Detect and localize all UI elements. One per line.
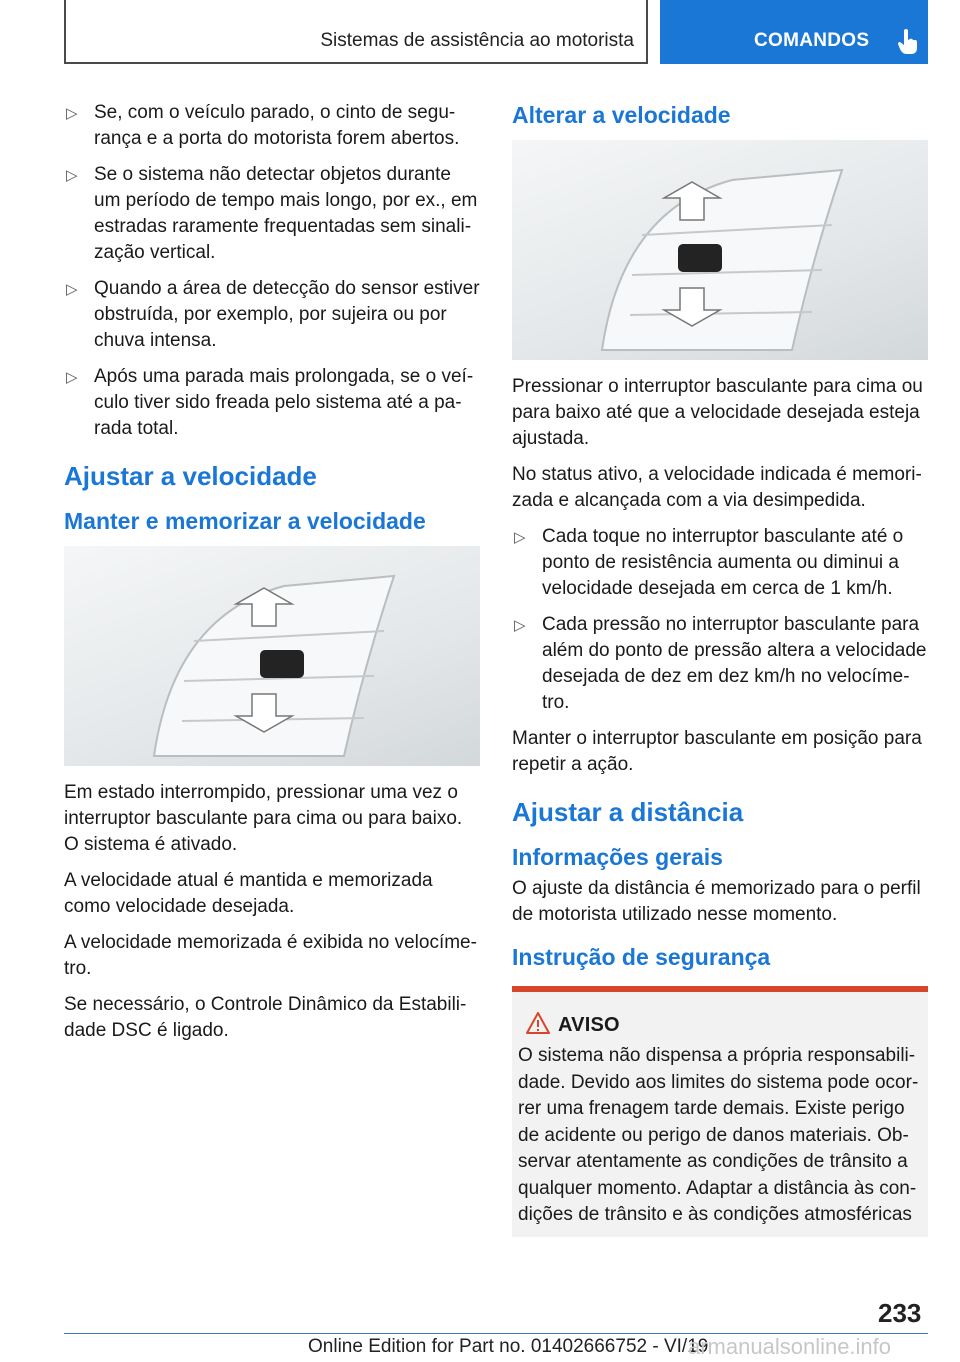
heading-ajustar-velocidade: Ajustar a velocidade <box>64 461 317 491</box>
paragraph: Pressionar o interruptor basculante para cima ou para baixo até que a velocidade desejada esteja ajustada. <box>512 376 923 449</box>
paragraph: A velocidade memorizada é exibida no velocímetro. <box>64 932 477 979</box>
warning-body: O sistema não dispensa a própria responsabilidade. Devido aos limites do sistema pode ocorrer uma frenagem tarde demais. Existe perigo de acidente ou perigo de danos materiais. Observar atentamente as condições de trânsito a qualquer momento. Adaptar a distância às condições de trânsito e às condições atmosféricas <box>518 1045 919 1225</box>
paragraph: O ajuste da distância é memorizado para o perfil de motorista utilizado nesse momento. <box>512 878 921 925</box>
triangle-bullet-icon: ▷ <box>514 529 526 546</box>
paragraph: A velocidade atual é mantida e memorizada como velocidade desejada. <box>64 870 433 917</box>
triangle-bullet-icon: ▷ <box>514 617 526 634</box>
watermark-brand: armanualsonline.info <box>688 1334 892 1359</box>
list-item: ▷ Cada pressão no interruptor basculante para além do ponto de pressão altera a velocidade desejada de dez em dez km/h no velocímetro. <box>514 614 927 713</box>
paragraph: No status ativo, a velocidade indicada é memorizada e alcançada com a via desimpedida. <box>512 464 922 511</box>
page-number: 233 <box>878 1298 922 1328</box>
heading-informacoes-gerais: Informações gerais <box>512 844 723 870</box>
heading-ajustar-distancia: Ajustar a distância <box>512 797 744 827</box>
list-item: ▷ Se o sistema não detectar objetos durante um período de tempo mais longo, por ex., em estradas raramente frequentadas sem sinalização vertical. <box>66 164 478 263</box>
paragraph: Manter o interruptor basculante em posição para repetir a ação. <box>512 728 922 775</box>
edition-line: Online Edition for Part no. 01402666752 - VI/19 <box>308 1336 709 1357</box>
chapter-tab-label: COMANDOS <box>754 30 870 51</box>
paragraph: Se necessário, o Controle Dinâmico da Estabilidade DSC é ligado. <box>64 994 467 1041</box>
list-item: ▷ Cada toque no interruptor basculante até o ponto de resistência aumenta ou diminui a velocidade desejada em cerca de 1 km/h. <box>514 526 904 599</box>
heading-manter-memorizar: Manter e memorizar a velocidade <box>64 508 426 534</box>
list-item: ▷ Se, com o veículo parado, o cinto de segurança e a porta do motorista forem abertos. <box>66 102 460 149</box>
list-item: ▷ Após uma parada mais prolongada, se o veículo tiver sido freada pelo sistema até a parada total. <box>66 366 474 439</box>
section-title: Sistemas de assistência ao motorista <box>320 30 634 51</box>
steering-wheel-rocker-switch-image <box>64 546 480 766</box>
heading-instrucao-seguranca: Instrução de segurança <box>512 944 771 970</box>
heading-alterar-velocidade: Alterar a velocidade <box>512 102 731 128</box>
paragraph: Em estado interrompido, pressionar uma vez o interruptor basculante para cima ou para baixo. O sistema é ativado. <box>64 782 463 855</box>
triangle-bullet-icon: ▷ <box>66 167 78 184</box>
warning-triangle-icon <box>526 1012 550 1034</box>
warning-title: AVISO <box>558 1014 922 1037</box>
list-item: ▷ Quando a área de detecção do sensor estiver obstruída, por exemplo, por sujeira ou por chuva intensa. <box>66 278 480 351</box>
triangle-bullet-icon: ▷ <box>66 281 78 298</box>
warning-box <box>512 986 928 1237</box>
header-section-box <box>64 0 648 64</box>
triangle-bullet-icon: ▷ <box>66 105 78 122</box>
pointing-hand-icon <box>897 28 919 56</box>
steering-wheel-rocker-switch-image-2 <box>512 140 928 360</box>
chapter-tab[interactable] <box>660 0 928 64</box>
right-column <box>512 100 928 1237</box>
left-column <box>64 100 480 1054</box>
triangle-bullet-icon: ▷ <box>66 369 78 386</box>
